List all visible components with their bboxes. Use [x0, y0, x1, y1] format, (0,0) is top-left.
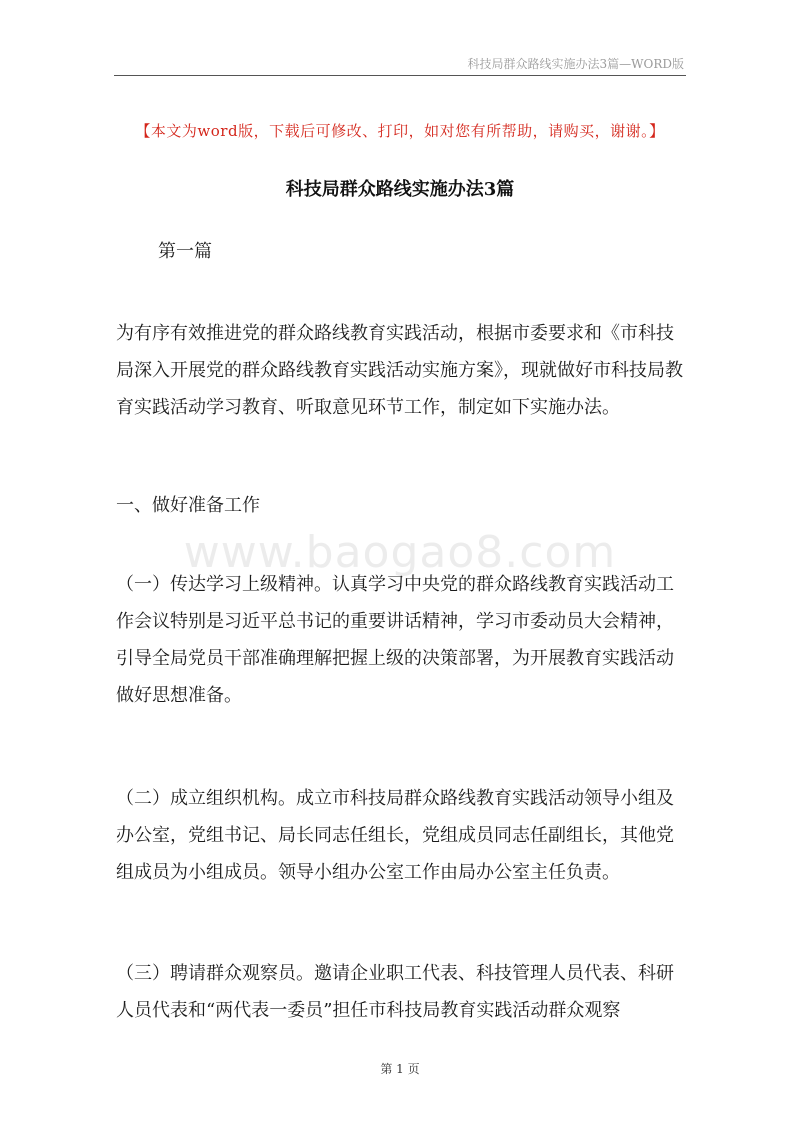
intro-paragraph: 为有序有效推进党的群众路线教育实践活动，根据市委要求和《市科技局深入开展党的群众路线教育实践活动实施方案》，现就做好市科技局教育实践活动学习教育、听取意见环节工作，制定如下实施办法。 — [116, 323, 683, 418]
part-label: 第一篇 — [158, 241, 212, 262]
watermark: www.baogao8.com — [183, 527, 617, 578]
section-heading-preparation: 一、做好准备工作 — [116, 495, 260, 516]
paragraph-item-3: （三）聘请群众观察员。邀请企业职工代表、科技管理人员代表、科研人员代表和“两代表一委员”担任市科技局教育实践活动群众观察 — [116, 963, 674, 1021]
running-header: 科技局群众路线实施办法3篇—WORD版 — [467, 57, 684, 71]
document-title: 科技局群众路线实施办法3篇 — [285, 179, 515, 200]
page-number: 第 1 页 — [380, 1062, 420, 1076]
paragraph-item-1: （一）传达学习上级精神。认真学习中央党的群众路线教育实践活动工作会议特别是习近平总书记的重要讲话精神，学习市委动员大会精神，引导全局党员干部准确理解把握上级的决策部署，为开展教育实践活动做好思想准备。 — [116, 574, 674, 706]
header-divider — [114, 75, 686, 76]
purchase-notice: 【本文为word版，下载后可修改、打印，如对您有所帮助，请购买，谢谢。】 — [135, 122, 665, 140]
paragraph-item-2: （二）成立组织机构。成立市科技局群众路线教育实践活动领导小组及办公室，党组书记、局长同志任组长，党组成员同志任副组长，其他党组成员为小组成员。领导小组办公室工作由局办公室主任负责。 — [116, 788, 674, 883]
